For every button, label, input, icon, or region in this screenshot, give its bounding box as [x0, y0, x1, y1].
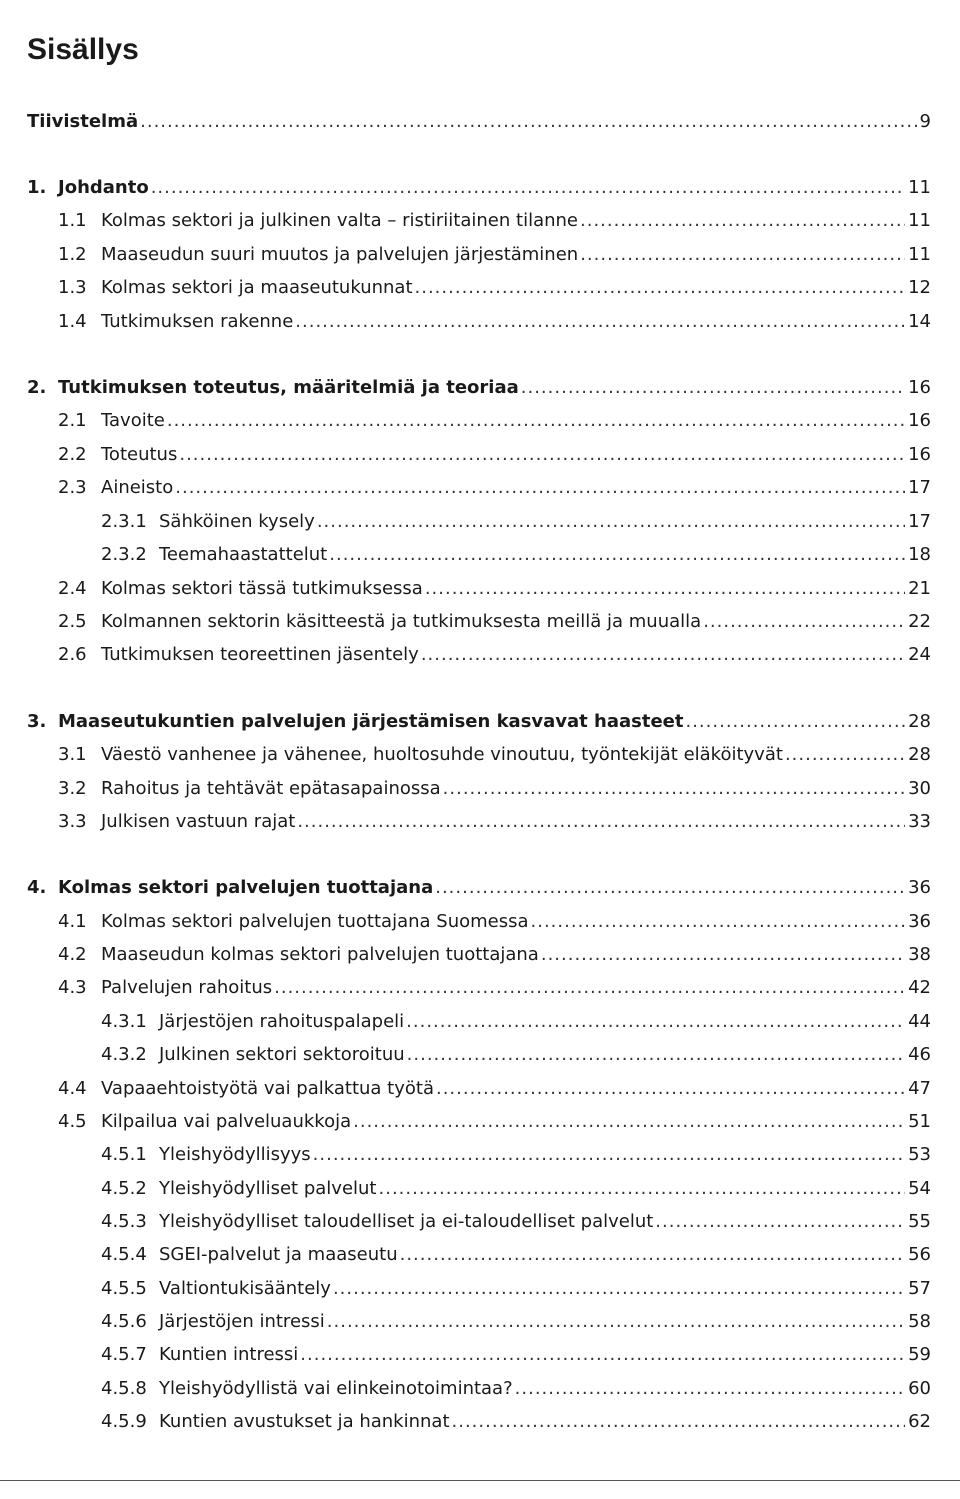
dot-leader	[140, 107, 916, 137]
toc-entry-title: Tiivistelmä	[27, 111, 139, 132]
toc-entry-page: 12	[908, 277, 931, 298]
toc-entry-number: 2.5	[58, 611, 87, 632]
toc-subsection-4-3-1[interactable]	[101, 1007, 931, 1037]
toc-entry-title: Sähköinen kysely	[159, 511, 315, 532]
toc-entry-title: Toteutus	[101, 444, 178, 465]
toc-entry-number: 3.1	[58, 744, 87, 765]
dot-leader	[655, 1207, 905, 1237]
toc-entry-title: Yleishyödylliset taloudelliset ja ei-taloudelliset palvelut	[159, 1211, 654, 1232]
toc-entry-title: Yleishyödyllisyys	[159, 1144, 311, 1165]
toc-entry-title: Tutkimuksen teoreettinen jäsentely	[101, 644, 419, 665]
toc-entry-page: 22	[908, 611, 931, 632]
toc-entry-number: 1.4	[58, 311, 87, 332]
dot-leader	[317, 507, 905, 537]
toc-entry-number: 4.	[27, 877, 47, 898]
toc-entry-number: 4.5.1	[101, 1144, 147, 1165]
toc-subsection-4-5-8[interactable]	[101, 1374, 931, 1404]
toc-entry-page: 54	[908, 1178, 931, 1199]
toc-entry-title: Valtiontukisääntely	[159, 1278, 331, 1299]
toc-section-3-2[interactable]	[58, 774, 931, 804]
toc-entry-page: 18	[908, 544, 931, 565]
dot-leader	[436, 1074, 905, 1104]
dot-leader	[785, 740, 905, 770]
toc-entry-title: SGEI-palvelut ja maaseutu	[159, 1244, 398, 1265]
toc-entry-title: Johdanto	[58, 177, 149, 198]
toc-entry-number: 2.3	[58, 477, 87, 498]
dot-leader	[407, 1040, 905, 1070]
toc-entry-page: 30	[908, 778, 931, 799]
dot-leader	[274, 973, 905, 1003]
toc-entry-title: Kolmas sektori palvelujen tuottajana Suomessa	[101, 911, 529, 932]
toc-entry-number: 1.	[27, 177, 47, 198]
toc-entry-title: Tutkimuksen rakenne	[101, 311, 294, 332]
toc-entry-title: Järjestöjen rahoituspalapeli	[159, 1011, 405, 1032]
toc-section-2-3[interactable]	[58, 473, 931, 503]
dot-leader	[379, 1174, 906, 1204]
toc-section-4-3[interactable]	[58, 973, 931, 1003]
dot-leader	[175, 473, 905, 503]
toc-entry-title: Palvelujen rahoitus	[101, 977, 273, 998]
toc-entry-number: 1.2	[58, 244, 87, 265]
toc-entry-page: 17	[908, 477, 931, 498]
toc-entry-page: 9	[919, 111, 931, 132]
dot-leader	[580, 206, 905, 236]
dot-leader	[327, 1307, 905, 1337]
toc-entry-title: Kilpailua vai palveluaukkoja	[101, 1111, 352, 1132]
toc-section-3-1[interactable]	[58, 740, 931, 770]
dot-leader	[151, 173, 905, 203]
toc-entry-title: Kolmas sektori palvelujen tuottajana	[58, 877, 434, 898]
toc-entry-number: 4.5.7	[101, 1344, 147, 1365]
toc-subsection-4-5-5[interactable]	[101, 1274, 931, 1304]
toc-entry-page: 11	[908, 210, 931, 231]
toc-entry-title: Tutkimuksen toteutus, määritelmiä ja teoriaa	[58, 377, 519, 398]
toc-subsection-4-5-3[interactable]	[101, 1207, 931, 1237]
toc-section-2-4[interactable]	[58, 574, 931, 604]
toc-subsection-4-5-2[interactable]	[101, 1174, 931, 1204]
toc-entry-page: 33	[908, 811, 931, 832]
toc-subsection-2-3-2[interactable]	[101, 540, 931, 570]
toc-entry-number: 4.5.9	[101, 1411, 147, 1432]
toc-entry-page: 58	[908, 1311, 931, 1332]
toc-subsection-4-5-1[interactable]	[101, 1140, 931, 1170]
toc-entry-page: 21	[908, 578, 931, 599]
toc-entry-title: Tavoite	[101, 410, 165, 431]
toc-entry-number: 2.1	[58, 410, 87, 431]
toc-entry-title: Järjestöjen intressi	[159, 1311, 325, 1332]
toc-entry-title: Väestö vanhenee ja vähenee, huoltosuhde vinoutuu, työntekijät eläköityvät	[101, 744, 783, 765]
toc-section-1-1[interactable]	[58, 206, 931, 236]
dot-leader	[406, 1007, 905, 1037]
toc-entry-page: 11	[908, 244, 931, 265]
toc-entry-page: 57	[908, 1278, 931, 1299]
toc-entry-number: 2.6	[58, 644, 87, 665]
dot-leader	[521, 373, 905, 403]
toc-section-2-6[interactable]	[58, 640, 931, 670]
dot-leader	[329, 540, 905, 570]
dot-leader	[515, 1374, 905, 1404]
toc-entry-title: Kolmas sektori ja julkinen valta – ristiriitainen tilanne	[101, 210, 578, 231]
toc-entry-page: 60	[908, 1378, 931, 1399]
toc-entry-number: 4.5.4	[101, 1244, 147, 1265]
toc-entry-title: Kolmannen sektorin käsitteestä ja tutkimuksesta meillä ja muualla	[101, 611, 702, 632]
toc-entry-page: 42	[908, 977, 931, 998]
bottom-divider	[0, 1480, 960, 1481]
toc-entry-title: Maaseudun kolmas sektori palvelujen tuottajana	[101, 944, 539, 965]
toc-entry-number: 4.4	[58, 1078, 87, 1099]
toc-entry-title: Teemahaastattelut	[159, 544, 328, 565]
dot-leader	[685, 707, 905, 737]
dot-leader	[421, 640, 905, 670]
toc-entry-page: 36	[908, 911, 931, 932]
toc-entry-title: Kuntien avustukset ja hankinnat	[159, 1411, 450, 1432]
toc-entry-page: 46	[908, 1044, 931, 1065]
toc-entry-number: 4.2	[58, 944, 87, 965]
toc-entry-number: 1.1	[58, 210, 87, 231]
toc-entry-page: 47	[908, 1078, 931, 1099]
toc-section-1-4[interactable]	[58, 307, 931, 337]
toc-entry-title: Julkinen sektori sektoroituu	[159, 1044, 405, 1065]
toc-entry-number: 3.	[27, 711, 47, 732]
toc-section-2-5[interactable]	[58, 607, 931, 637]
dot-leader	[400, 1240, 905, 1270]
dot-leader	[443, 774, 905, 804]
toc-chapter-4[interactable]	[27, 873, 931, 903]
toc-entry-number: 2.3.2	[101, 544, 147, 565]
dot-leader	[531, 907, 906, 937]
toc-entry-page: 28	[908, 744, 931, 765]
toc-section-4-1[interactable]	[58, 907, 931, 937]
toc-entry-number: 4.5.2	[101, 1178, 147, 1199]
dot-leader	[295, 307, 905, 337]
toc-entry-number: 2.4	[58, 578, 87, 599]
toc-entry-number: 1.3	[58, 277, 87, 298]
toc-entry-title: Yleishyödyllistä vai elinkeinotoimintaa?	[159, 1378, 513, 1399]
toc-entry-page: 53	[908, 1144, 931, 1165]
toc-entry-number: 3.2	[58, 778, 87, 799]
toc-entry-page: 62	[908, 1411, 931, 1432]
toc-entry-number: 2.2	[58, 444, 87, 465]
toc-section-4-5[interactable]	[58, 1107, 931, 1137]
toc-chapter-2[interactable]	[27, 373, 931, 403]
toc-entry-page: 17	[908, 511, 931, 532]
toc-entry-number: 4.5.8	[101, 1378, 147, 1399]
toc-entry-number: 4.5.6	[101, 1311, 147, 1332]
toc-entry-page: 14	[908, 311, 931, 332]
dot-leader	[353, 1107, 905, 1137]
toc-subsection-4-5-6[interactable]	[101, 1307, 931, 1337]
toc-entry-page: 36	[908, 877, 931, 898]
toc-entry-page: 38	[908, 944, 931, 965]
toc-entry-number: 4.3.2	[101, 1044, 147, 1065]
dot-leader	[580, 240, 905, 270]
toc-entry-number: 4.3.1	[101, 1011, 147, 1032]
toc-section-3-3[interactable]	[58, 807, 931, 837]
toc-section-1-2[interactable]	[58, 240, 931, 270]
toc-entry-page: 59	[908, 1344, 931, 1365]
dot-leader	[297, 807, 905, 837]
toc-subsection-4-5-7[interactable]	[101, 1340, 931, 1370]
toc-entry-title: Maaseudun suuri muutos ja palvelujen järjestäminen	[101, 244, 579, 265]
dot-leader	[703, 607, 905, 637]
toc-entry-page: 56	[908, 1244, 931, 1265]
dot-leader	[179, 440, 905, 470]
toc-entry-page: 44	[908, 1011, 931, 1032]
dot-leader	[300, 1340, 905, 1370]
toc-subsection-4-5-9[interactable]	[101, 1407, 931, 1437]
toc-entry-title: Kuntien intressi	[159, 1344, 299, 1365]
toc-subsection-4-5-4[interactable]	[101, 1240, 931, 1270]
dot-leader	[435, 873, 905, 903]
toc-entry-number: 4.5.5	[101, 1278, 147, 1299]
toc-entry-number: 2.	[27, 377, 47, 398]
toc-entry-title: Kolmas sektori ja maaseutukunnat	[101, 277, 413, 298]
toc-entry-number: 4.5.3	[101, 1211, 147, 1232]
toc-subsection-4-3-2[interactable]	[101, 1040, 931, 1070]
toc-entry-page: 51	[908, 1111, 931, 1132]
toc-entry-page: 11	[908, 177, 931, 198]
toc-section-4-2[interactable]	[58, 940, 931, 970]
toc-entry-title: Aineisto	[101, 477, 174, 498]
toc-entry-number: 4.3	[58, 977, 87, 998]
dot-leader	[541, 940, 905, 970]
toc-entry-title: Kolmas sektori tässä tutkimuksessa	[101, 578, 423, 599]
toc-entry-page: 28	[908, 711, 931, 732]
page-title: Sisällys	[27, 33, 139, 66]
toc-section-4-4[interactable]	[58, 1074, 931, 1104]
toc-entry-number: 4.1	[58, 911, 87, 932]
toc-entry-number: 2.3.1	[101, 511, 147, 532]
toc-entry-page: 16	[908, 377, 931, 398]
toc-entry-title: Julkisen vastuun rajat	[101, 811, 296, 832]
toc-entry-page: 16	[908, 410, 931, 431]
toc-chapter-3[interactable]	[27, 707, 931, 737]
toc-entry-page: 24	[908, 644, 931, 665]
toc-section-2-2[interactable]	[58, 440, 931, 470]
toc-entry-title: Maaseutukuntien palvelujen järjestämisen kasvavat haasteet	[58, 711, 684, 732]
toc-chapter-1[interactable]	[27, 173, 931, 203]
toc-entry-number: 4.5	[58, 1111, 87, 1132]
toc-entry-summary[interactable]	[27, 107, 931, 137]
dot-leader	[313, 1140, 905, 1170]
toc-subsection-2-3-1[interactable]	[101, 507, 931, 537]
dot-leader	[333, 1274, 905, 1304]
toc-entry-title: Rahoitus ja tehtävät epätasapainossa	[101, 778, 441, 799]
toc-entry-title: Vapaaehtoistyötä vai palkattua työtä	[101, 1078, 434, 1099]
toc-section-1-3[interactable]	[58, 273, 931, 303]
dot-leader	[452, 1407, 906, 1437]
dot-leader	[167, 406, 905, 436]
toc-entry-number: 3.3	[58, 811, 87, 832]
toc-entry-page: 55	[908, 1211, 931, 1232]
toc-entry-page: 16	[908, 444, 931, 465]
dot-leader	[425, 574, 905, 604]
toc-section-2-1[interactable]	[58, 406, 931, 436]
toc-entry-title: Yleishyödylliset palvelut	[159, 1178, 377, 1199]
dot-leader	[415, 273, 906, 303]
